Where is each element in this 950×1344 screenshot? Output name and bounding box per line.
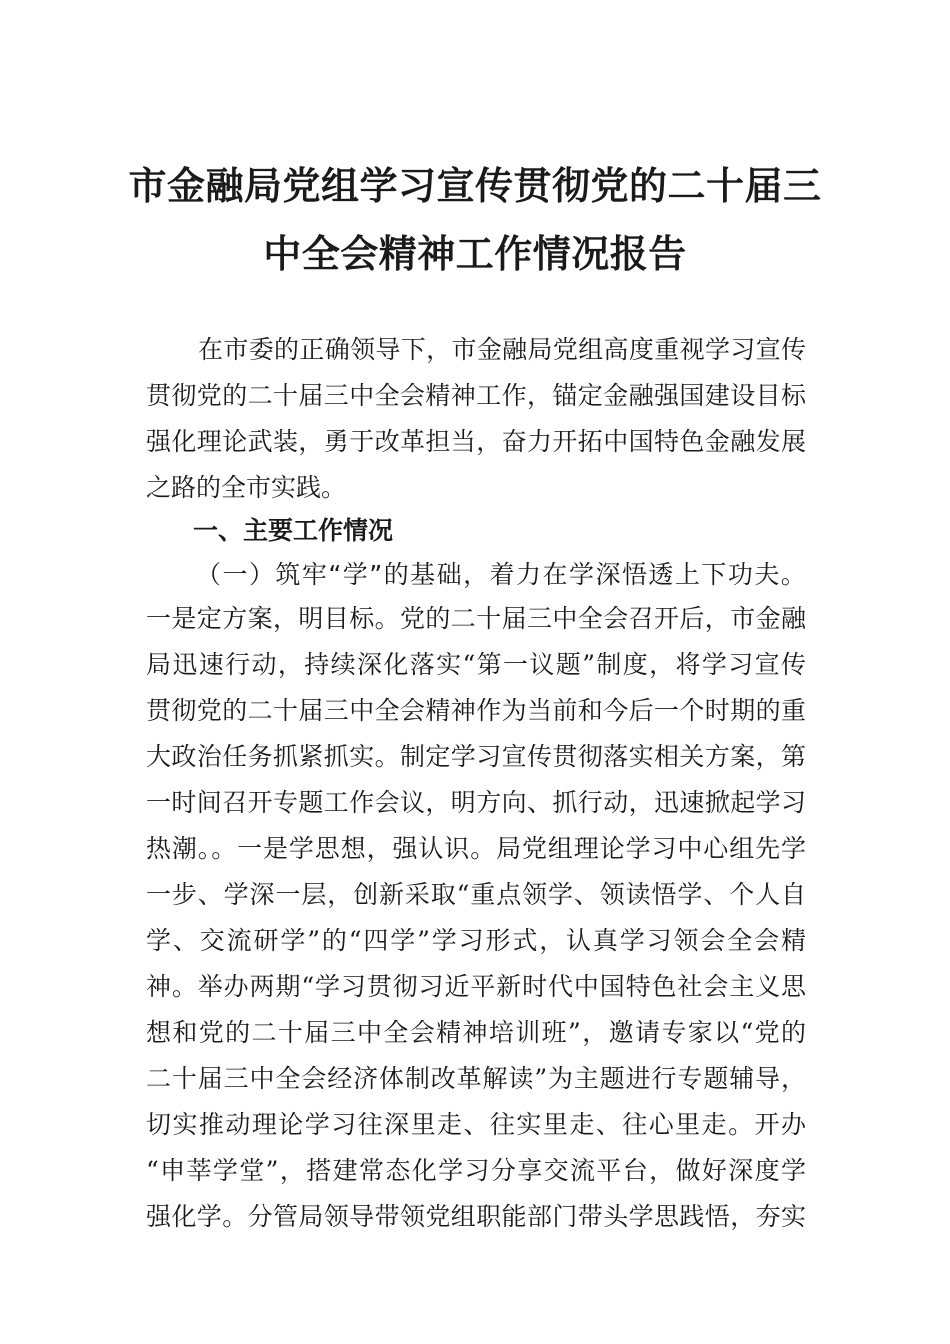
body-line: 局迅速行动，持续深化落实“第一议题”制度，将学习宣传 [146, 650, 806, 679]
body-line: 强化学。分管局领导带领党组职能部门带头学思践悟，夯实 [146, 1202, 806, 1231]
body-line: 贯彻党的二十届三中全会精神作为当前和今后一个时期的重 [146, 696, 806, 725]
section-heading: 一、主要工作情况 [193, 516, 394, 545]
body-line: 一时间召开专题工作会议，明方向、抓行动，迅速掀起学习 [146, 788, 806, 817]
body-line: 学、交流研学”的“四学”学习形式，认真学习领会全会精 [146, 926, 806, 955]
body-line: 热潮。。一是学思想，强认识。局党组理论学习中心组先学 [146, 834, 806, 863]
body-line: 想和党的二十届三中全会精神培训班”，邀请专家以“党的 [146, 1018, 806, 1047]
body-line: “申莘学堂”，搭建常态化学习分享交流平台，做好深度学 [146, 1156, 806, 1185]
body-line: 神。举办两期“学习贯彻习近平新时代中国特色社会主义思 [146, 972, 806, 1001]
document-title-line-2: 中全会精神工作情况报告 [263, 231, 687, 276]
body-line: 一是定方案，明目标。党的二十届三中全会召开后，市金融 [146, 604, 806, 633]
body-line: 切实推动理论学习往深里走、往实里走、往心里走。开办 [146, 1110, 806, 1139]
body-line: 大政治任务抓紧抓实。制定学习宣传贯彻落实相关方案，第 [146, 742, 806, 771]
intro-line: 在市委的正确领导下，市金融局党组高度重视学习宣传 [198, 335, 806, 364]
intro-line: 贯彻党的二十届三中全会精神工作，锚定金融强国建设目标 [146, 381, 806, 410]
body-line: 二十届三中全会经济体制改革解读”为主题进行专题辅导， [146, 1064, 806, 1093]
document-title-line-1: 市金融局党组学习宣传贯彻党的二十届三 [128, 163, 822, 208]
intro-line: 之路的全市实践。 [146, 473, 347, 502]
subsection-heading: （一）筑牢“学”的基础，着力在学深悟透上下功夫。 [196, 560, 806, 589]
body-line: 一步、学深一层，创新采取“重点领学、领读悟学、个人自 [146, 880, 806, 909]
intro-line: 强化理论武装，勇于改革担当，奋力开拓中国特色金融发展 [146, 427, 806, 456]
